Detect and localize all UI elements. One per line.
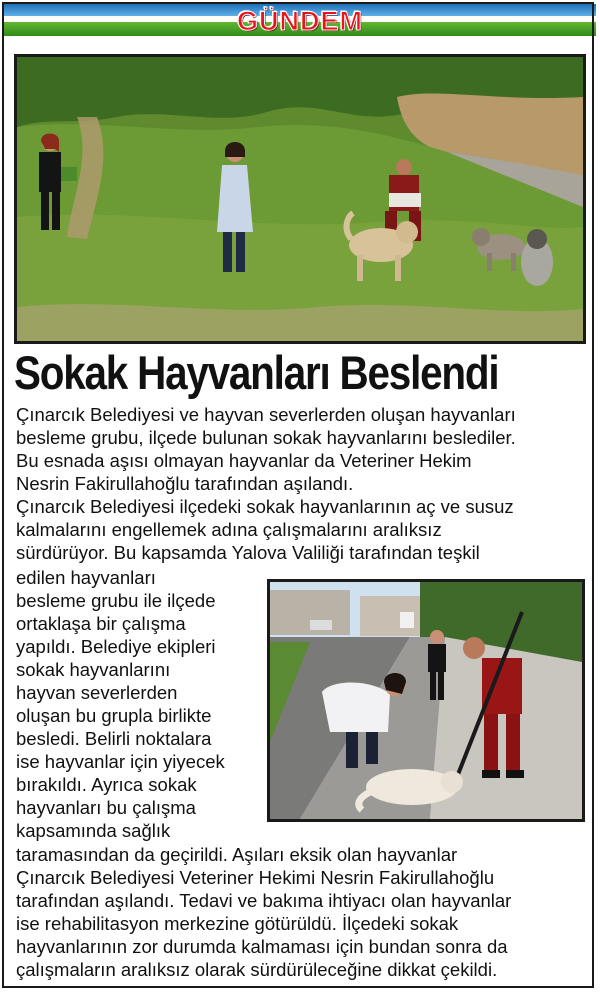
body-line: sürdürüyor. Bu kapsamda Yalova Valiliği tarafından teşkil — [16, 542, 480, 563]
main-photo-illustration — [17, 57, 583, 341]
body-line: hayvan severlerden — [16, 682, 178, 703]
inset-photo — [267, 579, 585, 822]
body-line: ise rehabilitasyon merkezine götürüldü. İlçedeki sokak — [16, 913, 459, 934]
article-headline: Sokak Hayvanları Beslendi — [14, 346, 499, 399]
body-line: besleme grubu, ilçede bulunan sokak hayvanlarını beslediler. — [16, 427, 516, 448]
body-line: besledi. Belirli noktalara — [16, 728, 212, 749]
body-line: kalmalarını engellemek adına çalışmalarını aralıksız — [16, 519, 442, 540]
body-line: bırakıldı. Ayrıca sokak — [16, 774, 197, 795]
body-line: sokak hayvanlarını — [16, 659, 171, 680]
inset-photo-illustration — [270, 582, 582, 819]
body-line: Bu esnada aşısı olmayan hayvanlar da Veteriner Hekim — [16, 450, 472, 471]
body-line: hayvanları bu çalışma — [16, 797, 196, 818]
body-line: Çınarcık Belediyesi ve hayvan severlerden oluşan hayvanları — [16, 404, 516, 425]
body-line: Çınarcık Belediyesi ilçedeki sokak hayvanlarının aç ve susuz — [16, 496, 514, 517]
section-title: GÜNDEM — [237, 6, 363, 36]
body-line: yapıldı. Belediye ekipleri — [16, 636, 216, 657]
body-line: ortaklaşa bir çalışma — [16, 613, 186, 634]
body-line: besleme grubu ile ilçede — [16, 590, 216, 611]
main-photo — [14, 54, 586, 344]
body-line: çalışmaların aralıksız olarak sürdürüleceğine dikkat çekildi. — [16, 959, 498, 980]
body-line: Nesrin Fakirullahoğlu tarafından aşılandı. — [16, 473, 354, 494]
body-line: Çınarcık Belediyesi Veteriner Hekimi Nesrin Fakirullahoğlu — [16, 867, 495, 888]
body-line: ise hayvanlar için yiyecek — [16, 751, 225, 772]
body-line: oluşan bu grupla birlikte — [16, 705, 212, 726]
body-line: kapsamında sağlık — [16, 820, 171, 841]
body-line: tarafından aşılandı. Tedavi ve bakıma ihtiyacı olan hayvanlar — [16, 890, 512, 911]
body-line: hayvanlarının zor durumda kalmaması için bundan sonra da — [16, 936, 508, 957]
body-line: edilen hayvanları — [16, 567, 156, 588]
body-line: taramasından da geçirildi. Aşıları eksik olan hayvanlar — [16, 844, 458, 865]
